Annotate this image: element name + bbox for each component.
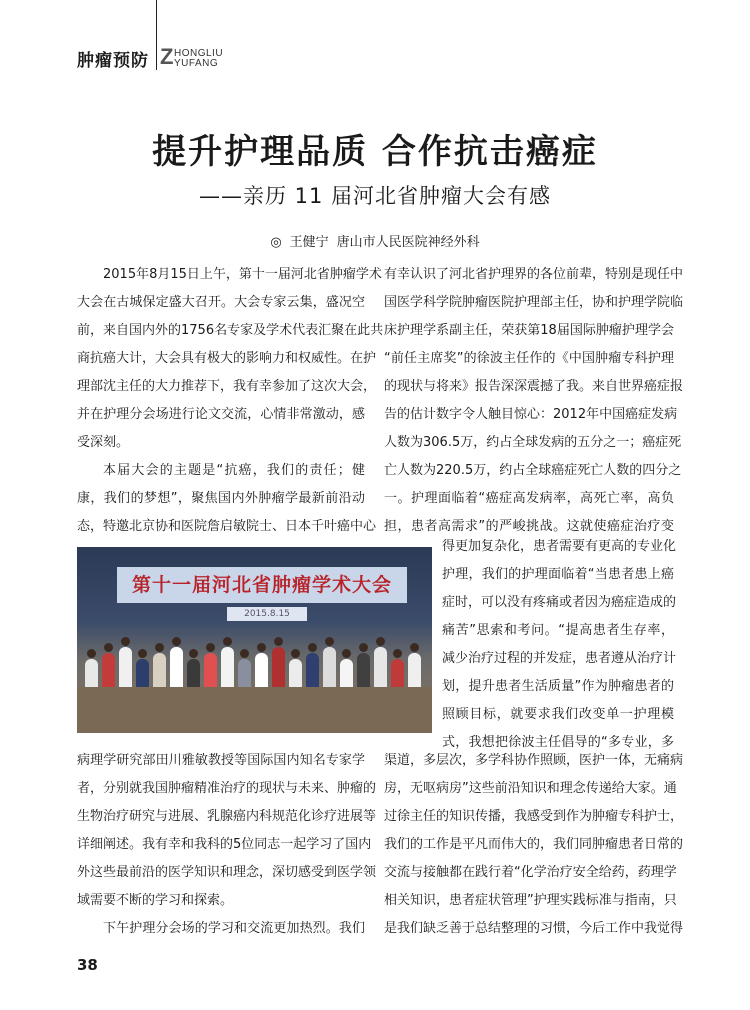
author-bullet: ◎ bbox=[270, 235, 282, 250]
text-line: 痛苦”思索和考问。“提高患者生存率， bbox=[442, 623, 674, 638]
text-line: 相关知识，患者症状管理”护理实践标准与指南，只 bbox=[384, 893, 677, 908]
text-line: 受深刻。 bbox=[77, 435, 130, 450]
text-line: 态，特邀北京协和医院詹启敏院士、日本千叶癌中心 bbox=[77, 519, 377, 534]
text-line: 生物治疗研究与进展、乳腺癌内科规范化诊疗进展等 bbox=[77, 809, 377, 824]
author-affiliation: 唐山市人民医院神经外科 bbox=[336, 235, 480, 250]
text-line: 一。护理面临着“癌症高发病率，高死亡率，高负 bbox=[384, 491, 674, 506]
text-line: 过徐主任的知识传播，我感受到作为肿瘤专科护士， bbox=[384, 809, 684, 824]
text-line: 下午护理分会场的学习和交流更加热烈。我们 bbox=[103, 921, 365, 936]
text-line: 者，分别就我国肿瘤精准治疗的现状与未来、肿瘤的 bbox=[77, 781, 377, 796]
text-line: 有幸认识了河北省护理界的各位前辈，特别是现任中 bbox=[384, 267, 684, 282]
left-column-top bbox=[77, 261, 384, 541]
author-line bbox=[0, 231, 750, 250]
section-name: 肿瘤预防 bbox=[77, 51, 149, 71]
text-line: 房，无呕病房”这些前沿知识和理念传递给大家。通 bbox=[384, 781, 677, 796]
text-line: 我们的工作是平凡而伟大的，我们同肿瘤患者日常的 bbox=[384, 837, 684, 852]
text-line: 得更加复杂化，患者需要有更高的专业化 bbox=[442, 539, 677, 554]
text-line: 式，我想把徐波主任倡导的“多专业，多 bbox=[442, 735, 674, 750]
text-line: 2015年8月15日上午，第十一届河北省肿瘤学术 bbox=[103, 267, 382, 282]
text-line: 护理，我们的护理面临着“当患者患上癌 bbox=[442, 567, 674, 582]
text-line: 照顾目标，就要求我们改变单一护理模 bbox=[442, 707, 674, 722]
text-line: 担，患者高需求”的严峻挑战。这就使癌症治疗变 bbox=[384, 519, 674, 534]
text-line: 康，我们的梦想”，聚焦国内外肿瘤学最新前沿动 bbox=[77, 491, 365, 506]
text-line: 前，来自国内外的1756名专家及学术代表汇聚在此共 bbox=[77, 323, 384, 338]
pinyin-initial: Z bbox=[160, 44, 174, 69]
text-line: 减少治疗过程的并发症，患者遵从治疗计 bbox=[442, 651, 677, 666]
text-line: 划，提升患者生活质量”作为肿瘤患者的 bbox=[442, 679, 674, 694]
text-line: 大会在古城保定盛大召开。大会专家云集，盛况空 bbox=[77, 295, 365, 310]
left-column-bottom bbox=[77, 747, 377, 943]
photo-date: 2015.8.15 bbox=[227, 607, 307, 621]
article-subtitle: ——亲历 11 届河北省肿瘤大会有感 bbox=[198, 184, 552, 208]
text-line: 的现状与将来》报告深深震撼了我。来自世界癌症报 bbox=[384, 379, 684, 394]
running-header bbox=[0, 0, 750, 80]
pinyin-line-1: HONGLIU bbox=[174, 48, 224, 59]
text-line: 本届大会的主题是“抗癌，我们的责任；健 bbox=[103, 463, 365, 478]
header-divider bbox=[156, 0, 157, 70]
right-column-wrap bbox=[442, 533, 677, 757]
right-column-bottom bbox=[384, 747, 684, 943]
text-line: 病理学研究部田川雅敏教授等国际国内知名专家学 bbox=[77, 753, 365, 768]
text-line: 国医学科学院肿瘤医院护理部主任，协和护理学院临 bbox=[384, 295, 684, 310]
text-line: 商抗癌大计，大会具有极大的影响力和权威性。在护 bbox=[77, 351, 377, 366]
text-line: 亡人数为220.5万，约占全球癌症死亡人数的四分之 bbox=[384, 463, 682, 478]
text-line: 交流与接触都在践行着“化学治疗安全给药，药理学 bbox=[384, 865, 677, 880]
text-line: 域需要不断的学习和探索。 bbox=[77, 893, 234, 908]
text-line: 详细阐述。我有幸和我科的5位同志一起学习了国内 bbox=[77, 837, 372, 852]
right-column-top bbox=[384, 261, 684, 541]
stage-floor bbox=[77, 687, 432, 733]
text-line: 人数为306.5万，约占全球发病的五分之一；癌症死 bbox=[384, 435, 682, 450]
text-line: 理部沈主任的大力推荐下，我有幸参加了这次大会， bbox=[77, 379, 377, 394]
pinyin-line-2: YUFANG bbox=[174, 58, 219, 69]
author-name: 王健宁 bbox=[289, 235, 329, 250]
text-line: 外这些最前沿的医学知识和理念，深切感受到医学领 bbox=[77, 865, 377, 880]
page-number: 38 bbox=[77, 956, 98, 974]
photo-banner: 第十一届河北省肿瘤学术大会 bbox=[117, 567, 407, 603]
text-line: 是我们缺乏善于总结整理的习惯，今后工作中我觉得 bbox=[384, 921, 684, 936]
text-line: 告的估计数字令人触目惊心：2012年中国癌症发病 bbox=[384, 407, 678, 422]
text-line: 床护理学系副主任，荣获第18届国际肿瘤护理学会 bbox=[384, 323, 674, 338]
text-line: 并在护理分会场进行论文交流，心情非常激动，感 bbox=[77, 407, 365, 422]
conference-photo bbox=[77, 547, 432, 733]
text-line: 渠道，多层次，多学科协作照顾，医护一体，无痛病 bbox=[384, 753, 684, 768]
article-title: 提升护理品质 合作抗击癌症 bbox=[152, 132, 598, 172]
text-line: “前任主席奖”的徐波主任作的《中国肿瘤专科护理 bbox=[384, 351, 674, 366]
text-line: 症时，可以没有疼痛或者因为癌症造成的 bbox=[442, 595, 677, 610]
